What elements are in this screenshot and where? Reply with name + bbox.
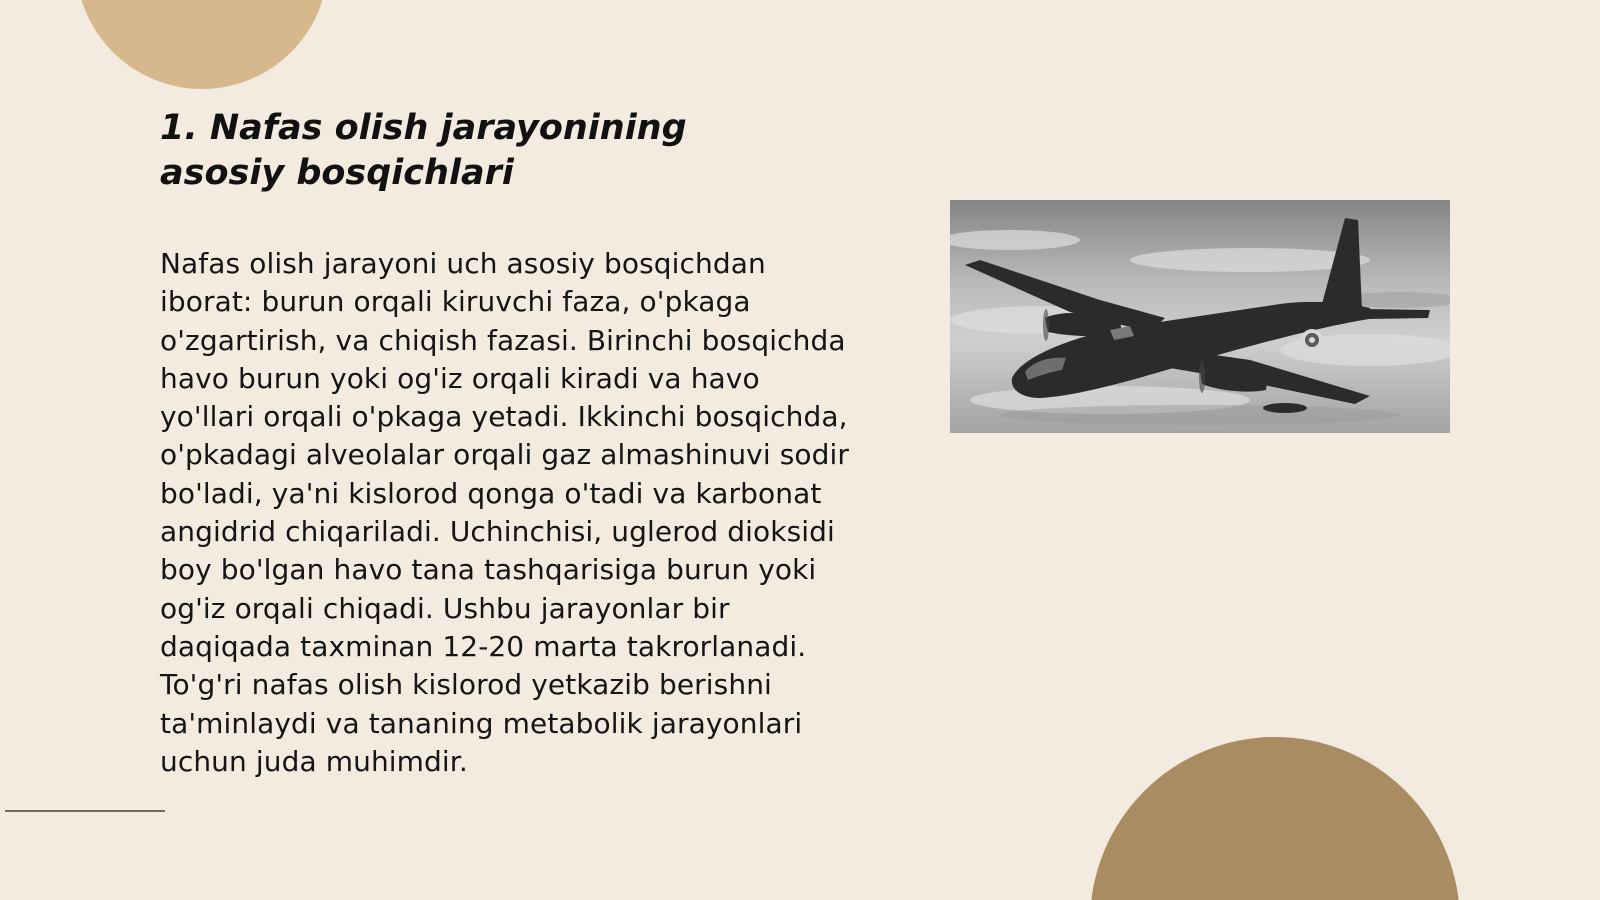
decorative-divider-line [5,810,165,812]
aircraft-photo [950,200,1450,433]
slide-title: 1. Nafas olish jarayonining asosiy bosqichlari [160,108,687,193]
decorative-circle-top [76,0,328,89]
decorative-circle-bottom [1090,737,1460,900]
slide-body-text: Nafas olish jarayoni uch asosiy bosqichdan iborat: burun orqali kiruvchi faza, o'pkaga o'zgartirish, va chiqish fazasi. Birinchi bosqichda havo burun yoki og'iz orqali kiradi va havo yo'llari orqali o'pkaga yetadi. Ikkinchi bosqichda, o'pkadagi alveolalar orqali gaz almashinuvi sodir bo'ladi, ya'ni kislorod qonga o'tadi va karbonat angidrid chiqariladi. Uchinchisi, uglerod dioksidi boy bo'lgan havo tana tashqarisiga burun yoki og'iz orqali chiqadi. Ushbu jarayonlar bir daqiqada taxminan 12-20 marta takrorlanadi. To'g'ri nafas olish kislorod yetkazib berishni ta'minlaydi va tananing metabolik jarayonlari uchun juda muhimdir. [160,247,849,778]
